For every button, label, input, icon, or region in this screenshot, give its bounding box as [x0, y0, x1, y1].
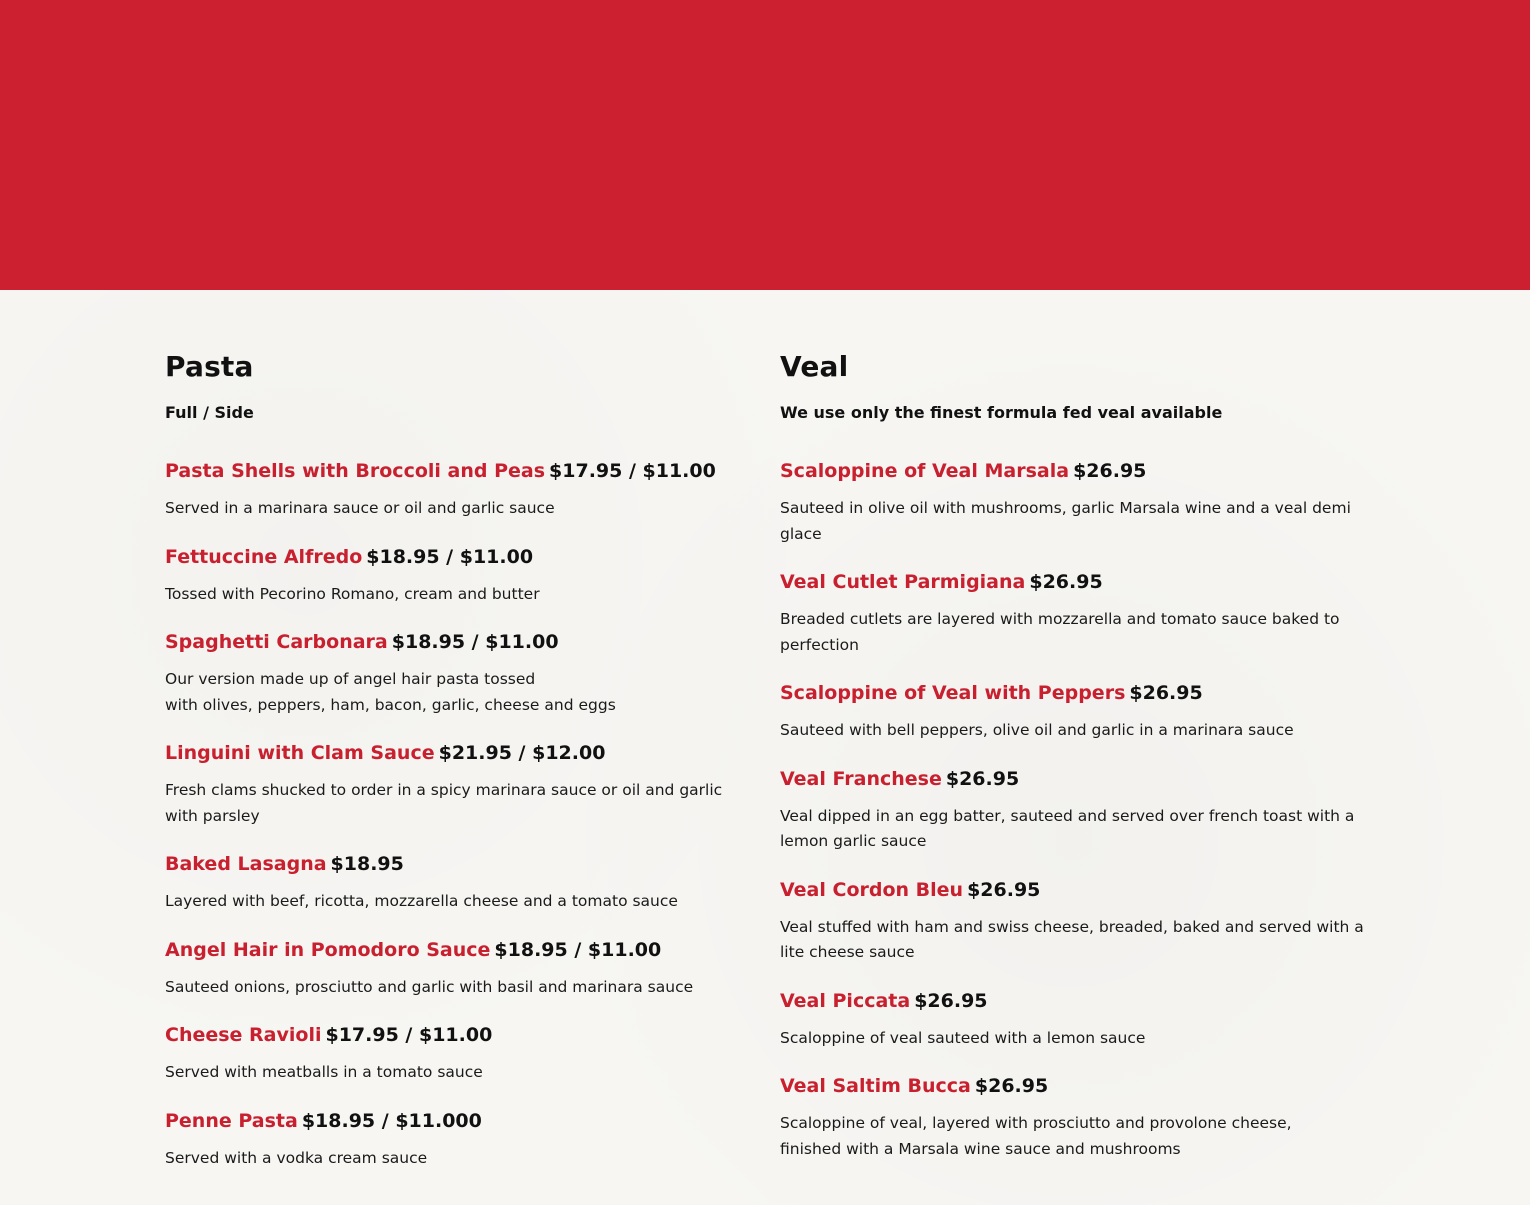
- menu-item-description: Layered with beef, ricotta, mozzarella cheese and a tomato sauce: [165, 892, 678, 910]
- menu-item-price: $18.95: [330, 853, 404, 875]
- section-subtitle-veal: We use only the finest formula fed veal available: [780, 403, 1223, 422]
- menu-item-description: Veal stuffed with ham and swiss cheese, breaded, baked and served with a lite cheese sauce: [780, 917, 1364, 961]
- menu-item-description: Our version made up of angel hair pasta tossed with olives, peppers, ham, bacon, garlic, cheese and eggs: [165, 670, 616, 714]
- menu-item: [780, 458, 1370, 547]
- menu-item: [165, 458, 755, 522]
- section-subtitle-pasta: Full / Side: [165, 403, 254, 422]
- menu-item-name: Linguini with Clam Sauce: [165, 742, 435, 764]
- menu-item-name: Cheese Ravioli: [165, 1024, 322, 1046]
- menu-item-description: Scaloppine of veal sauteed with a lemon sauce: [780, 1028, 1146, 1047]
- menu-item: [780, 766, 1370, 855]
- menu-item-name: Angel Hair in Pomodoro Sauce: [165, 938, 491, 961]
- menu-item-price: $26.95: [914, 989, 988, 1012]
- hero-banner: [0, 0, 1530, 290]
- menu-item-name: Scaloppine of Veal with Peppers: [780, 682, 1126, 704]
- menu-item: [165, 1108, 755, 1172]
- menu-item-description: Breaded cutlets are layered with mozzarella and tomato sauce baked to perfection: [780, 610, 1340, 654]
- menu-item: [165, 851, 755, 915]
- menu-item-price: $18.95 / $11.000: [301, 1109, 482, 1132]
- menu-item-name: Spaghetti Carbonara: [165, 631, 388, 653]
- menu-item-name: Veal Franchese: [780, 767, 942, 790]
- pasta-section: [165, 350, 755, 1171]
- menu-item-name: Baked Lasagna: [165, 853, 327, 875]
- menu-item-name: Veal Cordon Bleu: [780, 878, 964, 901]
- menu-item-price: $26.95: [1029, 571, 1103, 593]
- menu-item-price: $26.95: [974, 1075, 1049, 1097]
- menu-item-name: Fettuccine Alfredo: [165, 545, 363, 568]
- menu-item-description: Fresh clams shucked to order in a spicy marinara sauce or oil and garlic with parsley: [165, 781, 723, 825]
- menu-item-description: Sauteed in olive oil with mushrooms, garlic Marsala wine and a veal demi glace: [780, 499, 1351, 543]
- menu-item: [780, 988, 1370, 1052]
- menu-item-price: $26.95: [945, 767, 1020, 790]
- menu-item-name: Penne Pasta: [165, 1109, 298, 1132]
- menu-item: [780, 1073, 1370, 1162]
- menu-item-name: Veal Cutlet Parmigiana: [780, 571, 1026, 593]
- menu-item-price: $18.95 / $11.00: [391, 631, 559, 653]
- veal-section: [780, 350, 1370, 1162]
- menu-item-price: $18.95 / $11.00: [366, 545, 534, 568]
- menu-item-name: Scaloppine of Veal Marsala: [780, 460, 1070, 482]
- menu-item-description: Sauteed onions, prosciutto and garlic with basil and marinara sauce: [165, 977, 694, 996]
- menu-item-name: Veal Saltim Bucca: [780, 1075, 971, 1097]
- menu-item-description: Served in a marinara sauce or oil and garlic sauce: [165, 499, 555, 517]
- menu-item: [780, 680, 1370, 744]
- menu-item: [780, 569, 1370, 658]
- menu-item: [165, 1022, 755, 1086]
- menu-item: [165, 740, 755, 829]
- menu-item: [165, 937, 755, 1001]
- menu-item: [165, 629, 755, 718]
- menu-item-price: $26.95: [967, 878, 1041, 901]
- menu-item-price: $17.95 / $11.00: [549, 460, 716, 482]
- menu-item-description: Veal dipped in an egg batter, sauteed and served over french toast with a lemon garlic sauce: [780, 806, 1355, 850]
- menu-item: [165, 544, 755, 608]
- menu-item-description: Scaloppine of veal, layered with prosciutto and provolone cheese, finished with a Marsala wine sauce and mushrooms: [780, 1114, 1292, 1158]
- menu-item-price: $26.95: [1073, 460, 1147, 482]
- menu-item-name: Pasta Shells with Broccoli and Peas: [165, 460, 546, 482]
- section-title-veal: Veal: [780, 350, 849, 383]
- section-title-pasta: Pasta: [165, 350, 254, 383]
- menu-item-description: Served with a vodka cream sauce: [165, 1148, 428, 1167]
- menu-item-name: Veal Piccata: [780, 989, 911, 1012]
- menu-item-price: $26.95: [1129, 682, 1203, 704]
- menu-item-description: Sauteed with bell peppers, olive oil and garlic in a marinara sauce: [780, 721, 1294, 739]
- menu-item-price: $18.95 / $11.00: [494, 938, 662, 961]
- menu-item: [780, 877, 1370, 966]
- menu-item-price: $21.95 / $12.00: [438, 742, 606, 764]
- menu-item-price: $17.95 / $11.00: [325, 1024, 493, 1046]
- menu-item-description: Served with meatballs in a tomato sauce: [165, 1063, 483, 1081]
- menu-item-description: Tossed with Pecorino Romano, cream and butter: [165, 584, 540, 603]
